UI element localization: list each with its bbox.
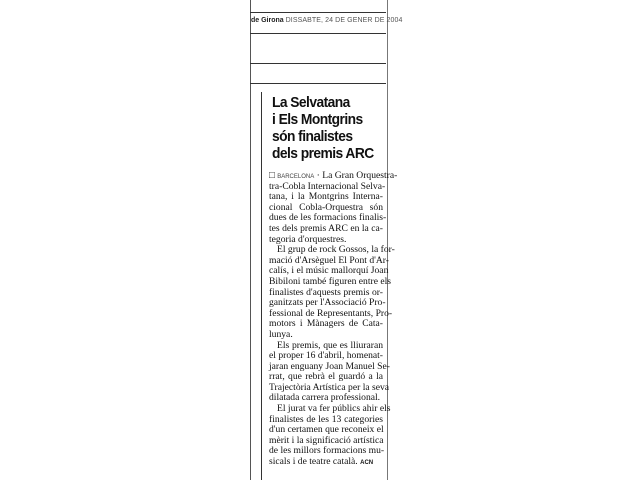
- article-text: motors i Mànagers de Cata-: [269, 318, 383, 330]
- article-text: tegoria d'orquestres.: [269, 233, 347, 245]
- divider: [250, 33, 386, 34]
- article-rule: [261, 92, 262, 480]
- article-text: rrat, que rebrà el guardó a la: [269, 371, 383, 383]
- article-text: el proper 16 d'abril, homenat-: [269, 350, 383, 362]
- article-line: [269, 457, 383, 468]
- headline-line: dels premis ARC: [272, 145, 374, 162]
- article-text: dues de les formacions finalis-: [269, 212, 387, 224]
- dateline: BARCELONA: [277, 174, 315, 180]
- paper-name: de Girona: [251, 17, 284, 24]
- article-text: finalistes d'aquests premis or-: [269, 286, 383, 298]
- article-body: [269, 170, 398, 468]
- article-text: calís, i el músic mallorquí Joan: [269, 265, 389, 277]
- divider: [250, 12, 386, 13]
- agency-signature: ACN: [360, 460, 374, 467]
- headline-line: i Els Montgrins: [272, 111, 363, 128]
- divider: [250, 83, 386, 84]
- article-text: d'un certamen que reconeix el: [269, 424, 384, 436]
- article-text: mèrit i la significació artística: [269, 434, 384, 446]
- article-text: de les millors formacions mu-: [269, 445, 385, 457]
- headline-line: són finalistes: [272, 128, 353, 145]
- issue-date: DISSABTE, 24 DE GENER DE 2004: [285, 17, 403, 24]
- masthead: [251, 17, 403, 24]
- article-text: sicals i de teatre català.: [269, 456, 358, 468]
- article-text: tra-Cobla Internacional Selva-: [269, 180, 386, 192]
- article-text: cional Cobla-Orquestra són: [269, 201, 383, 213]
- article-text: jaran enguany Joan Manuel Se-: [269, 360, 390, 372]
- article-text: finalistes de les 13 categories: [269, 413, 383, 425]
- article-text: El grup de rock Gossos, la for-: [277, 244, 395, 256]
- article-text: tana, i la Montgrins Interna-: [269, 191, 383, 203]
- article-text: La Gran Orquestra-: [322, 170, 398, 181]
- article-text: Bibiloni també figuren entre els: [269, 275, 392, 287]
- article-text: lunya.: [269, 328, 293, 340]
- article-text: dilatada carrera professional.: [269, 392, 381, 404]
- article-text: El jurat va fer públics ahir els: [277, 403, 391, 415]
- article-line: □ BARCELONA · La Gran Orquestra-: [269, 170, 398, 181]
- article-text: fessional de Representants, Pro-: [269, 307, 393, 319]
- headline: [272, 94, 374, 162]
- article-text: Els premis, que es lliuraran: [277, 339, 383, 351]
- article-text: ganitzats per l'Associació Pro-: [269, 297, 386, 309]
- headline-line: La Selvatana: [272, 94, 350, 111]
- divider: [250, 63, 386, 64]
- article-text: tes dels premis ARC en la ca-: [269, 222, 383, 234]
- article-text: Trajectòria Artística per la seva: [269, 381, 390, 393]
- article-text: mació d'Arsèguel El Pont d'Ar-: [269, 254, 389, 266]
